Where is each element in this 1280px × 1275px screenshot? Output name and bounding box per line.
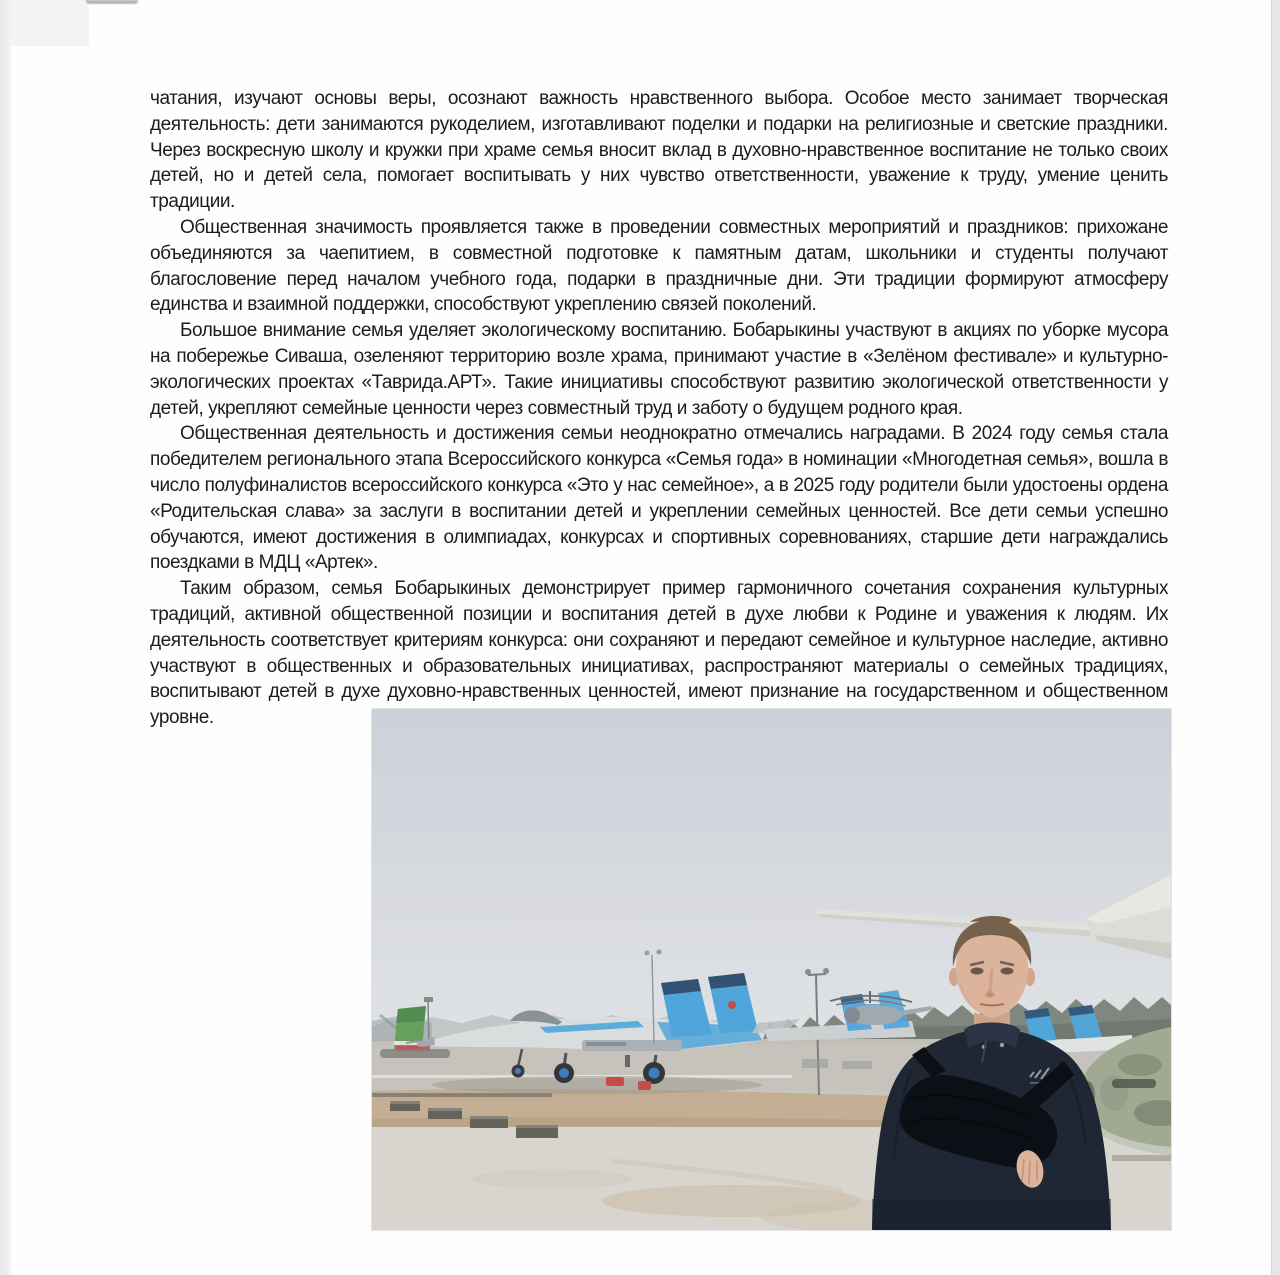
paragraph-4: Общественная деятельность и достижения семьи неоднократно отмечались наградами. В 2024 году семья стала победителем регионального этапа Всероссийского конкурса «Семья года» в номинации «Многодетная семья», вошла в число полуфиналистов всероссийского конкурса «Это у нас семейное», а в 2025 году родители были удостоены ордена «Родительская слава» за заслуги в воспитании детей и укреплении семейных ценностей. Все дети семьи успешно обучаются, имеют достижения в олимпиадах, конкурсах и спортивных соревнованиях, старшие дети награждались поездками в МДЦ «Артек». (150, 423, 1168, 574)
paragraph-5: Таким образом, семья Бобарыкиных демонстрирует пример гармоничного сочетания сохранения культурных традиций, активной общественной позиции и воспитания детей в духе любви к Родине и уважения к людям. Их деятельность соответствует критериям конкурса: они сохраняют и передают семейное и культурное наследие, активно участвуют в общественных и образовательных инициативах, распространяют материалы о семейных традициях, воспитывают детей в духе духовно-нравственных ценностей, имеют признание на государственном и общественном уровне. (150, 578, 1168, 729)
paragraph-2: Общественная значимость проявляется также в проведении совместных мероприятий и праздников: прихожане объединяются за чаепитием, в совместной подготовке к памятным датам, школьники и студенты получают благословение перед началом учебного года, подарки в праздничные дни. Эти традиции формируют атмосферу единства и взаимной поддержки, способствуют укреплению связей поколений. (150, 216, 1168, 316)
family-photo-aviation-museum (371, 708, 1172, 1231)
paragraph-1: чатания, изучают основы веры, осознают важность нравственного выбора. Особое место занимает творческая деятельность: дети занимаются рукоделием, изготавливают поделки и подарки на религиозные и светские праздники. Через воскресную школу и кружки при храме семья вносит вклад в духовно-нравственное воспитание не только своих детей, но и детей села, помогает воспитывать у них чувство ответственности, уважение к труду, умение ценить традиции. (150, 88, 1168, 213)
body-text (150, 86, 1168, 731)
page-left-edge (0, 0, 11, 1275)
paragraph-3: Большое внимание семья уделяет экологическому воспитанию. Бобарыкины участвуют в акциях по уборке мусора на побережье Сиваша, озеленяют территорию возле храма, принимают участие в «Зелёном фестивале» и культурно-экологических проектах «Таврида.АРТ». Такие инициативы способствуют развитию экологической ответственности у детей, укрепляют семейные ценности через совместный труд и заботу о будущем родного края. (150, 320, 1168, 419)
photo-illustration (372, 709, 1171, 1230)
page-right-edge (1271, 0, 1280, 1275)
page-top-edge-shadow (86, 0, 138, 4)
page-corner-shading (11, 0, 89, 46)
